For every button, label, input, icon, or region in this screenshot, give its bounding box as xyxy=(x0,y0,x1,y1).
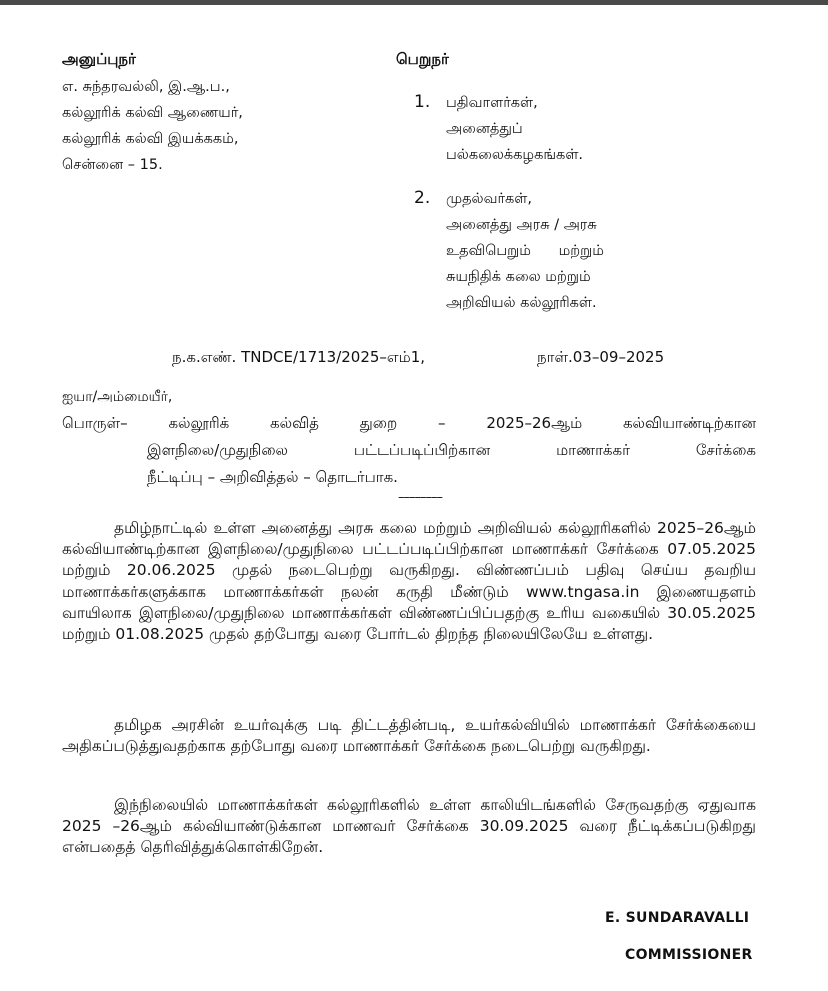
recipient-number: 1. xyxy=(414,92,431,112)
recipient-item-1 xyxy=(446,90,583,168)
recipient-line: அனைத்துப் xyxy=(446,121,523,137)
subject-line: நீட்டிப்பு – அறிவித்தல் – தொடர்பாக. xyxy=(147,468,398,486)
recipient-line: அறிவியல் கல்லூரிகள். xyxy=(446,295,597,311)
subject-line: இளநிலை/முதுநிலை பட்டப்படிப்பிற்கான மாணாக்கர் சேர்க்கை xyxy=(147,441,756,459)
subject-divider: –––––––– xyxy=(398,490,442,505)
recipient-line: சுயநிதிக் கலை மற்றும் xyxy=(446,269,591,285)
sender-address xyxy=(62,74,243,178)
body-paragraph: இந்நிலையில் மாணாக்கர்கள் கல்லூரிகளில் உள்ள காலியிடங்களில் சேருவதற்கு ஏதுவாக 2025 –26ஆம் கல்வியாண்டுக்கான மாணவர் சேர்க்கை 30.09.2025 வரை நீட்டிக்கப்படுகிறது என்பதைத் தெரிவித்துக்கொள்கிறேன். xyxy=(62,796,756,857)
sender-line: கல்லூரிக் கல்வி இயக்ககம், xyxy=(62,131,239,147)
recipient-line: அனைத்து அரசு / அரசு xyxy=(446,217,597,233)
recipient-number: 2. xyxy=(414,188,431,208)
salutation: ஐயா/அம்மையீர், xyxy=(62,389,173,405)
sender-line: சென்னை – 15. xyxy=(62,157,163,173)
signatory-title: COMMISSIONER xyxy=(625,947,753,963)
recipient-line: பதிவாளர்கள், xyxy=(446,95,538,111)
signatory-name: E. SUNDARAVALLI xyxy=(605,910,750,926)
top-border xyxy=(0,0,828,5)
sender-line: எ. சுந்தரவல்லி, இ.ஆ.ப., xyxy=(62,79,230,95)
subject-line: பொருள்– கல்லூரிக் கல்வித் துறை – 2025–26ஆம் கல்வியாண்டிற்கான xyxy=(62,414,756,432)
sender-line: கல்லூரிக் கல்வி ஆணையர், xyxy=(62,105,243,121)
sender-heading: அனுப்புநர் xyxy=(62,50,136,68)
recipient-heading: பெறுநர் xyxy=(396,50,449,68)
body-paragraph: தமிழ்நாட்டில் உள்ள அனைத்து அரசு கலை மற்றும் அறிவியல் கல்லூரிகளில் 2025–26ஆம் கல்வியாண்டிற்கான இளநிலை/முதுநிலை பட்டப்படிப்பிற்கான மாணாக்கர் சேர்க்கை 07.05.2025 மற்றும் 20.06.2025 முதல் நடைபெற்று வருகிறது. விண்ணப்பம் பதிவு செய்ய தவறிய மாணாக்கர்களுக்காக மாணாக்கர்கள் நலன் கருதி மீண்டும் www.tngasa.in இணையதளம் வாயிலாக இளநிலை/முதுநிலை மாணாக்கர்கள் விண்ணப்பிப்பதற்கு உரிய வகையில் 30.05.2025 மற்றும் 01.08.2025 முதல் தற்போது வரை போர்டல் திறந்த நிலையிலேயே உள்ளது. xyxy=(62,519,756,644)
body-paragraph: தமிழக அரசின் உயர்வுக்கு படி திட்டத்தின்படி, உயர்கல்வியில் மாணாக்கர் சேர்க்கையை அதிகப்படுத்துவதற்காக தற்போது வரை மாணாக்கர் சேர்க்கை நடைபெற்று வருகிறது. xyxy=(62,716,756,756)
recipient-line: முதல்வர்கள், xyxy=(446,191,533,207)
reference-number: ந.க.எண். TNDCE/1713/2025–எம்1, xyxy=(172,348,426,366)
recipient-item-2 xyxy=(446,186,604,316)
reference-date: நாள்.03–09–2025 xyxy=(537,348,665,366)
recipient-line: உதவிபெறும் மற்றும் xyxy=(446,243,604,259)
recipient-line: பல்கலைக்கழகங்கள். xyxy=(446,147,584,163)
